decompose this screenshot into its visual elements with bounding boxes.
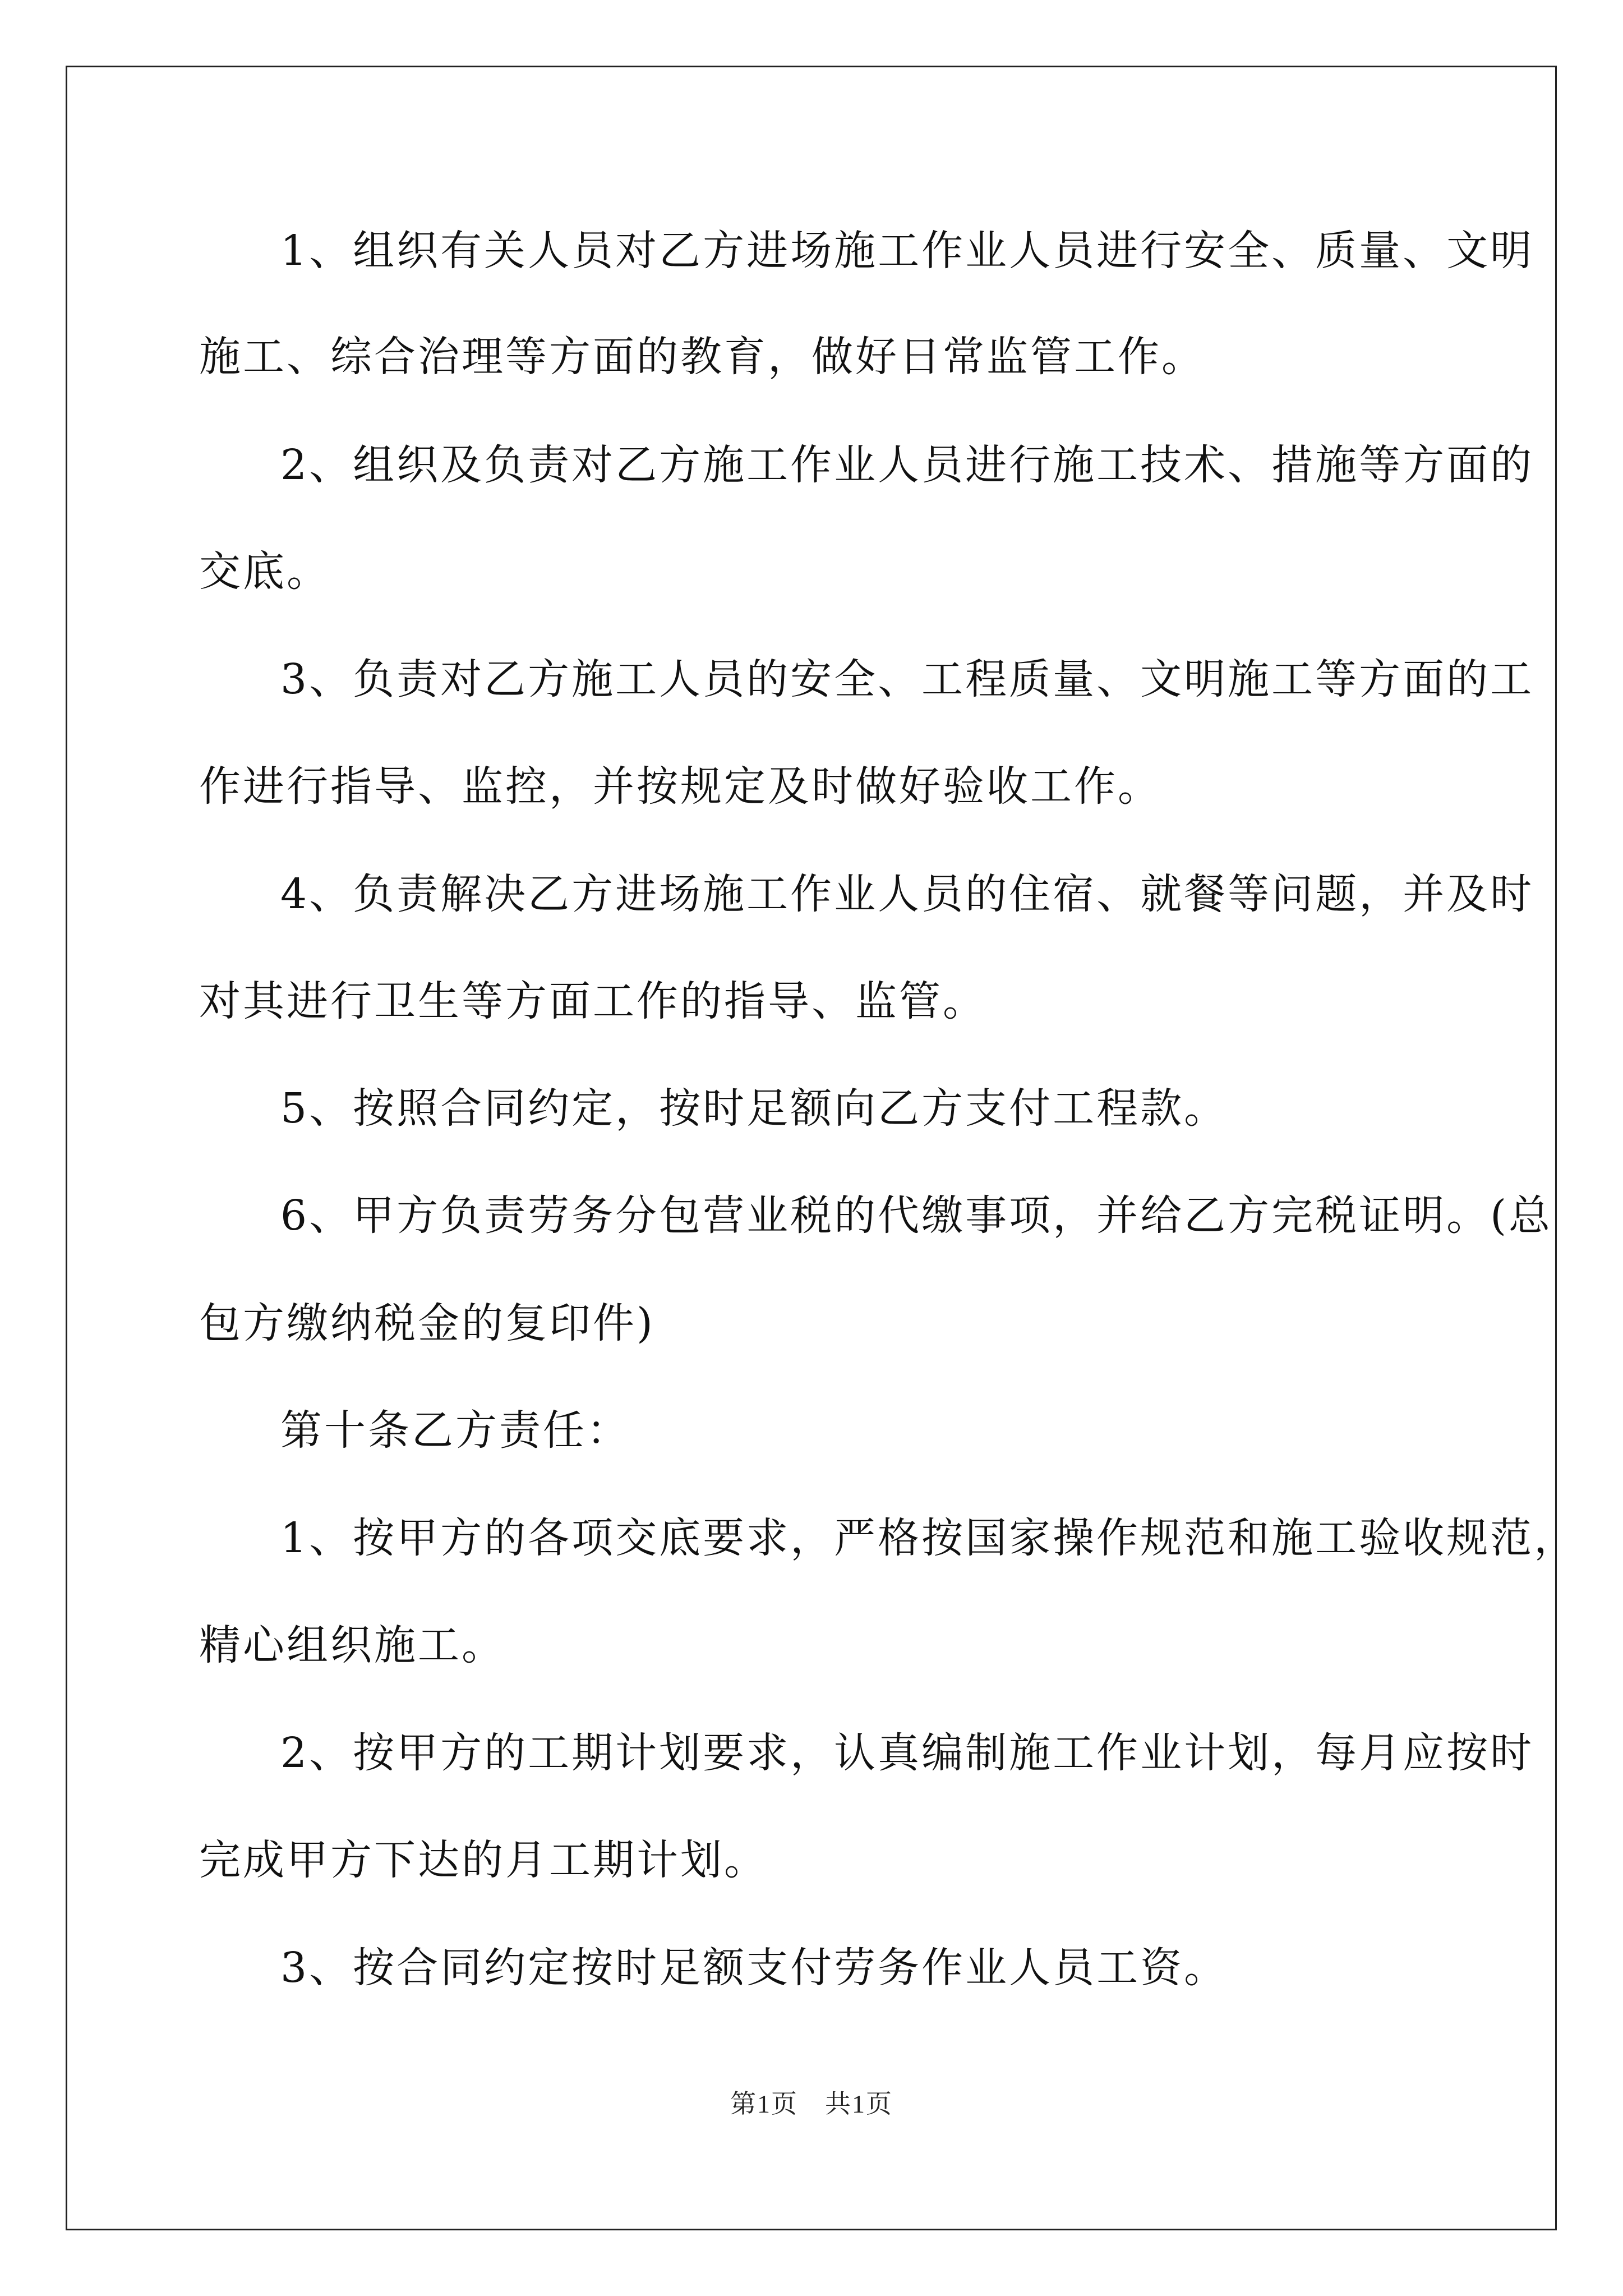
paragraph-line: 交底。 (199, 547, 330, 596)
section-heading: 第十条乙方责任： (280, 1406, 630, 1455)
paragraph-line: 2、按甲方的工期计划要求，认真编制施工作业计划，每月应按时 (280, 1729, 1534, 1777)
paragraph-line: 1、组织有关人员对乙方进场施工作业人员进行安全、质量、文明 (280, 227, 1534, 275)
page-border (66, 66, 1557, 2230)
paragraph-line: 5、按照合同约定，按时足额向乙方支付工程款。 (280, 1084, 1228, 1133)
paragraph-line: 3、按合同约定按时足额支付劳务作业人员工资。 (280, 1944, 1228, 1992)
paragraph-line: 施工、综合治理等方面的教育，做好日常监管工作。 (199, 333, 1205, 381)
paragraph-line: 6、甲方负责劳务分包营业税的代缴事项，并给乙方完税证明。(总 (280, 1191, 1552, 1240)
paragraph-line: 对其进行卫生等方面工作的指导、监管。 (199, 977, 986, 1025)
paragraph-line: 3、负责对乙方施工人员的安全、工程质量、文明施工等方面的工 (280, 655, 1534, 703)
paragraph-line: 4、负责解决乙方进场施工作业人员的住宿、就餐等问题，并及时 (280, 870, 1534, 918)
page-number-footer: 第1页 共1页 (730, 2090, 893, 2118)
paragraph-line: 1、按甲方的各项交底要求，严格按国家操作规范和施工验收规范， (280, 1514, 1578, 1562)
paragraph-line: 2、组织及负责对乙方施工作业人员进行施工技术、措施等方面的 (280, 441, 1534, 489)
paragraph-line: 精心组织施工。 (199, 1621, 505, 1669)
paragraph-line: 包方缴纳税金的复印件) (199, 1299, 655, 1347)
paragraph-line: 完成甲方下达的月工期计划。 (199, 1836, 768, 1884)
paragraph-line: 作进行指导、监控，并按规定及时做好验收工作。 (199, 762, 1161, 811)
